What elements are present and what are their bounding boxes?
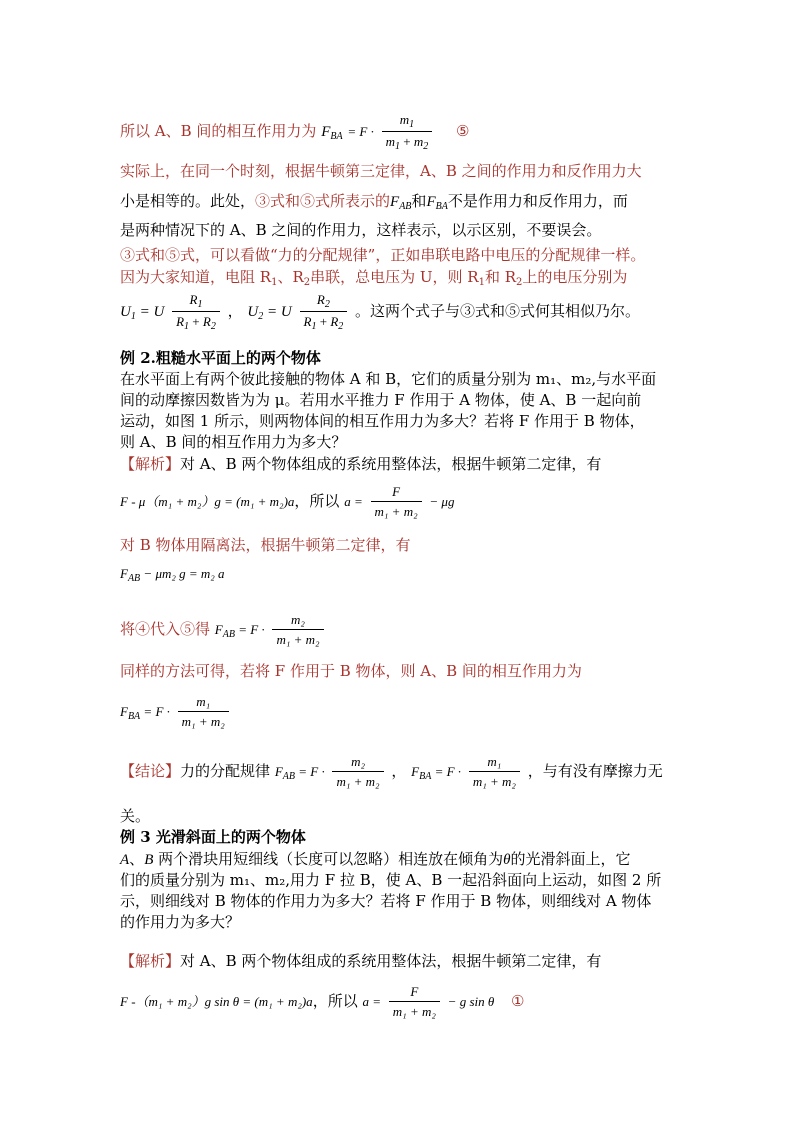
equation-tag: ⑤ — [456, 122, 470, 140]
same-method-text: 同样的方法可得，若将 F 作用于 B 物体，则 A、B 间的相互作用力为 — [120, 662, 582, 680]
example-2-title: 例 2.粗糙水平面上的两个物体 — [120, 349, 321, 367]
analysis-line-2: 【解析】对 A、B 两个物体组成的系统用整体法，根据牛顿第二定律，有 — [120, 952, 602, 970]
conclusion-line: 【结论】力的分配规律 $F_{AB} = F$ · $\frac{\text{m₂}}{\text{m₁ + m₂}}$ ， $F_{BA} = F$ · $\frac{\text{m₁}}{\text{m₁ + m₂}}$ ，与有没有摩擦力无 — [120, 754, 663, 789]
fraction: $\frac{\text{m₂}}{\text{m₁ + m₂}}$ — [272, 612, 323, 648]
para-line-4: ③式和⑤式，可以看做“力的分配规律”，正如串联电路中电压的分配规律一样。 — [120, 246, 646, 264]
incline-equation: F -（m₁ + m₂）g sin θ = (m₁ + m₂)a，所以 a = $\frac{F}{\text{m₁ + m₂}}$ − g sin θ ① — [120, 984, 525, 1019]
para-line-3: 是两种情况下的 A、B 之间的作用力，这样表示，以示区别，不要误会。 — [120, 221, 602, 239]
analysis-tag: 【解析】 — [120, 952, 181, 970]
para-line-2: 小是相等的。此处，③式和⑤式所表示的$F_{AB}$和$F_{BA}$不是作用力和反作用力，而 — [120, 192, 628, 212]
fraction: $\frac{m_1}{m_1 + m_2}$ — [382, 112, 433, 152]
analysis-line: 【解析】对 A、B 两个物体组成的系统用整体法，根据牛顿第二定律，有 — [120, 455, 602, 473]
fba-result: $F_{BA} = F$ · $\frac{\text{m₁}}{\text{m₁ + m₂}}$ — [120, 694, 232, 730]
equation-b: $F_{AB} - \mu m_2$ g = m₂ a — [120, 566, 225, 584]
example-3-question-2: 们的质量分别为 m₁、m₂,用力 F 拉 B，使 A、B 一起沿斜面向上运动，如图 2 所 — [120, 871, 662, 889]
fraction: $\frac{R_2}{R_1 + R_2}$ — [300, 292, 348, 332]
analysis-tag: 【解析】 — [120, 455, 181, 473]
example-3-question-3: 示，则细线对 B 物体的作用力为多大？若将 F 作用于 B 物体，则细线对 A 物体 — [120, 892, 652, 910]
equation-system: F - μ（m₁ + m₂）g = (m₁ + m₂)a，所以 a = $\frac{F}{\text{m₁ + m₂}}$ − μg — [120, 484, 455, 519]
para-line-5: 因为大家知道，电阻 $R_1$、$R_2$串联，总电压为 U，则 $R_1$和 $R_2$上的电压分别为 — [120, 268, 628, 288]
example-2-question-4: 则 A、B 间的相互作用力为多大？ — [120, 433, 347, 451]
example-2-question-1: 在水平面上有两个彼此接触的物体 A 和 B，它们的质量分别为 m₁、m₂,与水平面 — [120, 370, 657, 388]
formula-fba-line: 所以 A、B 间的相互作用力为 $F_{BA} = F$ · $\frac{m_1}{m_1 + m_2}$ ⑤ — [120, 112, 470, 152]
intro-text: 所以 A、B 间的相互作用力为 — [120, 122, 317, 140]
fba-symbol: $F_{BA}$ — [321, 124, 343, 142]
example-2-question-2: 间的动摩擦因数皆为为 μ。若用水平推力 F 作用于 A 物体，使 A、B 一起向前 — [120, 391, 642, 409]
voltage-formula-line: $U_1 = U$ $\frac{R_1}{R_1 + R_2}$ ， $U_2 = U$ $\frac{R_2}{R_1 + R_2}$ 。这两个式子与③式和⑤式何其相似乃尔。 — [120, 292, 641, 332]
example-2-question-3: 运动，如图 1 所示，则两物体间的相互作用力为多大？若将 F 作用于 B 物体， — [120, 412, 645, 430]
equation-tag: ① — [511, 992, 525, 1010]
fraction: $\frac{\text{m₁}}{\text{m₁ + m₂}}$ — [178, 694, 229, 730]
fraction: $\frac{\text{m₁}}{\text{m₁ + m₂}}$ — [469, 754, 520, 790]
isolation-text: 对 B 物体用隔离法，根据牛顿第二定律，有 — [120, 536, 411, 554]
conclusion-tag: 【结论】 — [120, 762, 181, 780]
fraction: $\frac{F}{\text{m₁ + m₂}}$ — [371, 484, 422, 520]
example-3-question-1: A、B 两个滑块用短细线（长度可以忽略）相连放在倾角为θ的光滑斜面上，它 — [120, 850, 631, 868]
para-line-1: 实际上，在同一个时刻，根据牛顿第三定律，A、B 之间的作用力和反作用力大 — [120, 162, 642, 180]
substitution-line: 将④代入⑤得 $F_{AB} = F$ · $\frac{\text{m₂}}{\text{m₁ + m₂}}$ — [120, 612, 327, 648]
example-3-question-4: 的作用力为多大？ — [120, 913, 241, 931]
fraction: $\frac{F}{\text{m₁ + m₂}}$ — [389, 984, 440, 1020]
fraction: $\frac{\text{m₂}}{\text{m₁ + m₂}}$ — [332, 754, 383, 790]
fraction: $\frac{R_1}{R_1 + R_2}$ — [172, 292, 220, 332]
example-3-title: 例 3 光滑斜面上的两个物体 — [120, 828, 306, 846]
conclusion-end: 关。 — [120, 807, 151, 825]
